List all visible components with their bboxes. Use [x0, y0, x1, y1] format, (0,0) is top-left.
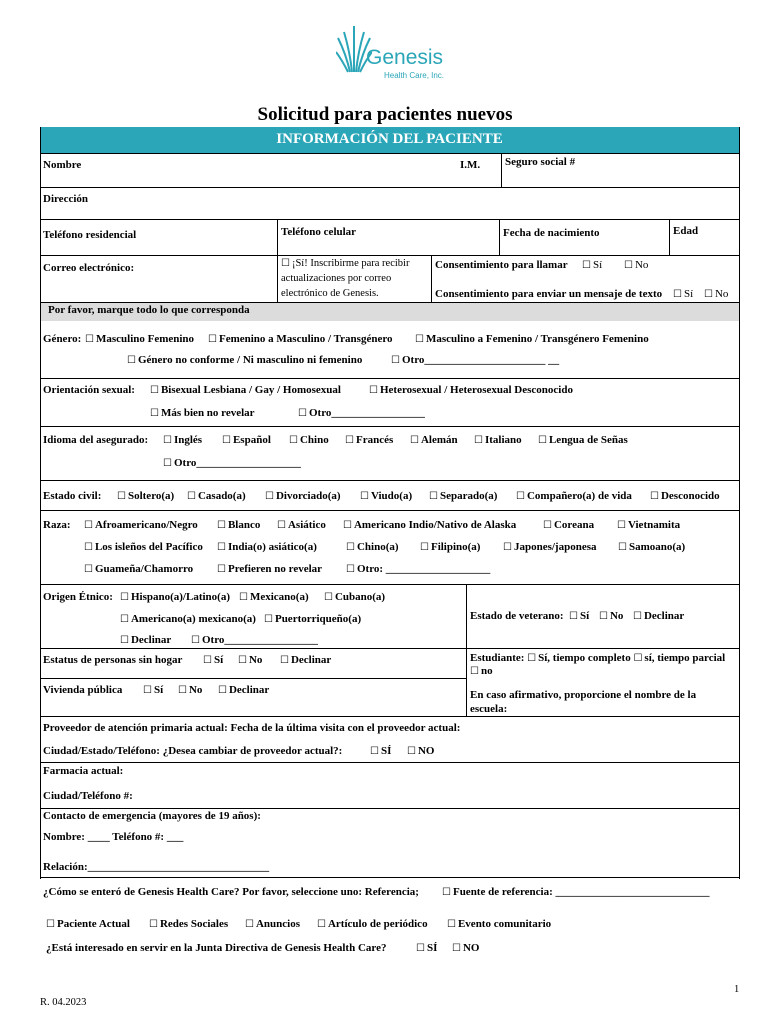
emergency-name-phone: Nombre: ____ Teléfono #: ___: [43, 831, 184, 843]
race-option-9[interactable]: ☐ Chino(a): [346, 541, 399, 553]
race-option-7[interactable]: ☐ Los isleños del Pacífico: [84, 541, 203, 553]
student-label: Estudiante: ☐ Sí, tiempo completo ☐ sí, tiempo parcial: [470, 652, 725, 664]
homeless-yes[interactable]: ☐ Sí: [203, 654, 223, 666]
ethnic-option-7[interactable]: ☐ Otro_________________: [191, 634, 318, 646]
civil-option-4[interactable]: ☐ Viudo(a): [360, 490, 412, 502]
housing-label: Vivienda pública: [43, 684, 123, 696]
ssn-label: Seguro social #: [505, 156, 576, 168]
civil-option-5[interactable]: ☐ Separado(a): [429, 490, 497, 502]
board-no[interactable]: ☐ NO: [452, 942, 479, 954]
age-label: Edad: [673, 225, 699, 237]
email-updates-line3: electrónico de Genesis.: [281, 288, 379, 299]
race-option-10[interactable]: ☐ Filipino(a): [420, 541, 480, 553]
school-line2: escuela:: [470, 703, 508, 715]
race-option-15[interactable]: ☐ Otro: ___________________: [346, 563, 490, 575]
source-option-4[interactable]: ☐ Artículo de periódico: [317, 918, 428, 930]
mi-label: I.M.: [460, 159, 481, 171]
language-option-6[interactable]: ☐ Italiano: [474, 434, 522, 446]
veteran-decline[interactable]: ☐ Declinar: [633, 610, 684, 622]
housing-no[interactable]: ☐ No: [178, 684, 202, 696]
civil-option-3[interactable]: ☐ Divorciado(a): [265, 490, 341, 502]
birthdate-label: Fecha de nacimiento: [503, 227, 600, 239]
race-option-8[interactable]: ☐ India(o) asiático(a): [217, 541, 317, 553]
text-consent-label: Consentimiento para enviar un mensaje de texto: [435, 288, 663, 300]
gender-option-4[interactable]: ☐ Género no conforme / Ni masculino ni femenino: [127, 354, 362, 366]
gender-option-1[interactable]: ☐ Masculino Femenino: [85, 333, 194, 345]
ethnic-option-3[interactable]: ☐ Cubano(a): [324, 591, 385, 603]
orientation-option-3[interactable]: ☐ Más bien no revelar: [150, 407, 255, 419]
language-option-8[interactable]: ☐ Otro___________________: [163, 457, 301, 469]
homeless-decline[interactable]: ☐ Declinar: [280, 654, 331, 666]
logo-subtitle: Health Care, Inc.: [384, 71, 445, 80]
name-label: Nombre: [43, 159, 82, 171]
board-yes[interactable]: ☐ SÍ: [416, 942, 437, 954]
call-consent-no[interactable]: ☐ No: [624, 259, 648, 271]
race-option-13[interactable]: ☐ Guameña/Chamorro: [84, 563, 193, 575]
civil-option-2[interactable]: ☐ Casado(a): [187, 490, 246, 502]
ethnic-option-5[interactable]: ☐ Puertorriqueño(a): [264, 613, 361, 625]
logo-name: Genesis: [366, 46, 444, 69]
ethnic-label: Origen Étnico:: [43, 591, 113, 603]
race-option-1[interactable]: ☐ Afroamericano/Negro: [84, 519, 198, 531]
civil-option-6[interactable]: ☐ Compañero(a) de vida: [516, 490, 632, 502]
housing-decline[interactable]: ☐ Declinar: [218, 684, 269, 696]
source-option-2[interactable]: ☐ Redes Sociales: [149, 918, 228, 930]
gender-option-5[interactable]: ☐ Otro______________________ __: [391, 354, 559, 366]
ethnic-option-6[interactable]: ☐ Declinar: [120, 634, 171, 646]
housing-yes[interactable]: ☐ Sí: [143, 684, 163, 696]
language-option-2[interactable]: ☐ Español: [222, 434, 271, 446]
school-line1: En caso afirmativo, proporcione el nombre de la: [470, 689, 697, 701]
language-label: Idioma del asegurado:: [43, 434, 149, 446]
veteran-label: Estado de veterano:: [470, 610, 564, 622]
language-option-4[interactable]: ☐ Francés: [345, 434, 393, 446]
language-option-7[interactable]: ☐ Lengua de Señas: [538, 434, 628, 446]
address-label: Dirección: [43, 193, 89, 205]
race-label: Raza:: [43, 519, 71, 531]
call-consent-label: Consentimiento para llamar: [435, 259, 568, 271]
page-number: 1: [734, 984, 740, 995]
emergency-contact-label: Contacto de emergencia (mayores de 19 años):: [43, 810, 261, 822]
ethnic-option-2[interactable]: ☐ Mexicano(a): [239, 591, 309, 603]
gender-label: Género:: [43, 333, 82, 345]
text-consent-yes[interactable]: ☐ Sí: [673, 288, 693, 300]
change-provider-no[interactable]: ☐ NO: [407, 745, 434, 757]
student-parttime[interactable]: ☐ sí, tiempo parcial: [633, 652, 725, 664]
race-option-11[interactable]: ☐ Japones/japonesa: [503, 541, 597, 553]
genesis-logo: [336, 24, 456, 86]
race-option-6[interactable]: ☐ Vietnamita: [617, 519, 680, 531]
cell-phone-label: Teléfono celular: [281, 226, 357, 238]
orientation-option-2[interactable]: ☐ Heterosexual / Heterosexual Desconocido: [369, 384, 573, 396]
race-option-14[interactable]: ☐ Prefieren no revelar: [217, 563, 322, 575]
civil-status-label: Estado civil:: [43, 490, 102, 502]
student-fulltime[interactable]: ☐ Sí, tiempo completo: [527, 652, 631, 664]
city-state-phone-label: Ciudad/Estado/Teléfono: ¿Desea cambiar de proveedor actual?:: [43, 745, 343, 757]
civil-option-7[interactable]: ☐ Desconocido: [650, 490, 720, 502]
orientation-option-1[interactable]: ☐ Bisexual Lesbiana / Gay / Homosexual: [150, 384, 341, 396]
ethnic-option-1[interactable]: ☐ Hispano(a)/Latino(a): [120, 591, 230, 603]
page-title: Solicitud para pacientes nuevos: [257, 104, 513, 125]
revision-label: R. 04.2023: [40, 997, 87, 1008]
gender-option-3[interactable]: ☐ Masculino a Femenino / Transgénero Femenino: [415, 333, 649, 345]
gender-option-2[interactable]: ☐ Femenino a Masculino / Transgénero: [208, 333, 393, 345]
provider-label: Proveedor de atención primaria actual: Fecha de la última visita con el proveedor actual:: [43, 722, 461, 734]
language-option-5[interactable]: ☐ Alemán: [410, 434, 458, 446]
veteran-no[interactable]: ☐ No: [599, 610, 623, 622]
home-phone-label: Teléfono residencial: [43, 229, 137, 241]
veteran-yes[interactable]: ☐ Sí: [569, 610, 589, 622]
orientation-label: Orientación sexual:: [43, 384, 135, 396]
relationship-label: Relación:_________________________________: [43, 861, 270, 873]
pharmacy-label: Farmacia actual:: [43, 765, 124, 777]
referral-label: ¿Cómo se enteró de Genesis Health Care? Por favor, seleccione uno: Referencia;: [43, 886, 419, 898]
source-option-1[interactable]: ☐ Paciente Actual: [46, 918, 130, 930]
homeless-no[interactable]: ☐ No: [238, 654, 262, 666]
source-option-5[interactable]: ☐ Evento comunitario: [447, 918, 551, 930]
board-question-label: ¿Está interesado en servir en la Junta Directiva de Genesis Health Care?: [46, 942, 387, 954]
civil-option-1[interactable]: ☐ Soltero(a): [117, 490, 174, 502]
email-updates-label: ¡Sí! Inscribirme para recibir: [291, 258, 410, 269]
call-consent-yes[interactable]: ☐ Sí: [582, 259, 602, 271]
race-option-12[interactable]: ☐ Samoano(a): [618, 541, 685, 553]
email-updates-checkbox[interactable]: [281, 258, 409, 269]
student-no[interactable]: ☐ no: [470, 665, 493, 677]
email-updates-line2: actualizaciones por correo: [281, 273, 392, 284]
text-consent-no[interactable]: ☐ No: [704, 288, 728, 300]
language-option-1[interactable]: ☐ Inglés: [163, 434, 202, 446]
source-option-3[interactable]: ☐ Anuncios: [245, 918, 300, 930]
mark-all-label: Por favor, marque todo lo que corresponda: [48, 304, 250, 316]
email-label: Correo electrónico:: [43, 262, 135, 274]
race-option-4[interactable]: ☐ Americano Indio/Nativo de Alaska: [343, 519, 516, 531]
referral-source-option[interactable]: ☐ Fuente de referencia: ____________________________: [442, 886, 710, 898]
language-option-3[interactable]: ☐ Chino: [289, 434, 329, 446]
change-provider-yes[interactable]: ☐ SÍ: [370, 745, 391, 757]
pharmacy-city-label: Ciudad/Teléfono #:: [43, 790, 133, 802]
race-option-5[interactable]: ☐ Coreana: [543, 519, 594, 531]
banner-title: INFORMACIÓN DEL PACIENTE: [276, 131, 503, 147]
ethnic-option-4[interactable]: ☐ Americano(a) mexicano(a): [120, 613, 256, 625]
orientation-option-4[interactable]: ☐ Otro_________________: [298, 407, 425, 419]
homeless-label: Estatus de personas sin hogar: [43, 654, 183, 666]
race-option-3[interactable]: ☐ Asiático: [277, 519, 326, 531]
race-option-2[interactable]: ☐ Blanco: [217, 519, 260, 531]
